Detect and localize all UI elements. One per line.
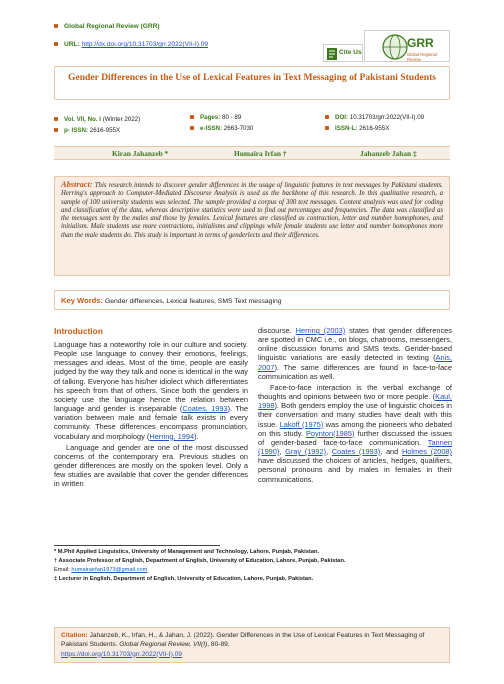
right-column [258,326,452,484]
right-p2-text-d: further discussed the issues of gender-based face-to-face communication. [258,428,452,447]
right-p2-text-h: have discussed the choices of articles, hedges, qualifiers, personal pronouns and by males in females in their communications. [258,456,452,484]
keywords-label: Key Words: [61,296,104,305]
citation-link-herring-1994[interactable]: Herring, 1994 [149,431,195,441]
keywords-box [54,290,450,310]
author-3: Jahanzeb Jahan ‡ [360,149,417,158]
citation-link-holmes[interactable]: Holmes (2008) [401,447,452,457]
meta-pissn [54,126,120,136]
citation-box [54,627,450,663]
author-1: Kiran Jahanzeb * [112,149,169,158]
citeus-logo[interactable] [323,44,363,62]
citation-link-gray[interactable]: Gray (1992) [285,447,327,457]
footnote-email-link[interactable]: humairairfan1973@gmail.com [71,567,148,573]
meta-pages-value: 80 - 89 [222,114,242,121]
right-p2-text-b: ). Both genders employ the use of linguistic choices in their conversation and many studies have dealt with this issue. [258,401,452,429]
meta-doi [325,113,424,123]
journal-name-line [54,22,160,32]
meta-pissn-label: p- ISSN: [64,127,89,134]
right-p2-text-g: , and [380,447,402,457]
meta-vol-value: (Winter 2022) [102,116,141,123]
url-label: URL: [64,41,80,48]
meta-issnl [325,124,389,134]
left-column [54,326,248,489]
intro-p1-text-c: ). [194,431,199,441]
citation-link-lakoff[interactable]: Lakoff (1975) [279,419,324,429]
footnote-2: † Associate Professor of English, Department of English, University of Education, Lahore, Punjab, Pakistan. [54,558,346,564]
right-paragraph-2 [258,383,452,484]
footnotes [54,548,450,584]
url-line [54,40,208,50]
meta-issnl-label: ISSN-L: [335,125,358,132]
intro-heading: Introduction [54,326,103,336]
right-p2-text-c: was among the pioneers who debated on this study. [258,419,452,438]
meta-eissn [190,124,253,134]
bullet-icon [190,126,194,130]
citation-doi-link[interactable]: https://doi.org/10.31703/grr.2022(VII-I).09 [61,650,182,658]
footnote-rule [54,545,220,546]
meta-doi-label: DOI: [335,114,349,121]
right-paragraph-1 [258,326,452,381]
authors-bar [54,146,450,160]
abstract-label: Abstract: [61,180,93,189]
bullet-icon [325,126,329,130]
citation-label: Citation: [61,632,88,639]
meta-eissn-label: e-ISSN: [200,125,223,132]
footnote-1: * M.Phil Applied Linguistics, University of Management and Technology, Lahore, Punjab, Pakistan. [54,549,320,555]
bullet-icon [325,115,329,119]
meta-issnl-value: 2616-955X [359,125,390,132]
intro-p1-text-b: ). The variation between male and female talk exists in every community. These differences encompass pronunciation, vocabulary and morphology ( [54,404,249,441]
citation-text-b: , 80-89. [207,641,230,649]
citeus-label: Cite Us [339,49,362,56]
abstract-paragraph [61,181,443,240]
meta-vol-label: Vol. VII, No. I [64,116,102,123]
grr-label: GRR [407,36,434,50]
right-p1-text-a: discourse. [258,326,296,335]
citation-link-kaul[interactable]: Kaul, 1998 [258,392,452,411]
meta-pages [190,113,241,123]
meta-doi-value: 10.31703/grr.2022(VII-I).09 [349,114,425,121]
footnote-email-label: Email: [54,567,70,573]
bullet-icon [54,128,58,132]
abstract-box [54,176,450,276]
bullet-icon [54,42,58,46]
right-p2-text-e: , [279,447,286,457]
citation-link-poynton[interactable]: Poynton(1985) [305,428,355,438]
meta-vol [54,115,140,125]
citation-text-a: Jahanzeb, K., Irfan, H., & Jahan, J. (2022). Gender Differences in the Use of Lexical Features in Text Messaging of Pakistani Students. [61,632,425,649]
citation-link-herring-2003[interactable]: Herring (2003) [295,326,346,335]
meta-pages-label: Pages: [200,114,221,121]
title-box [54,66,450,100]
bullet-icon [54,24,58,28]
journal-name: Global Regional Review (GRR) [64,23,160,30]
meta-pissn-value: 2616-955X [89,127,121,134]
footnote-email-line [54,566,450,575]
citation-link-coates-1993[interactable]: Coates (1993) [331,447,381,457]
paper-title: Gender Differences in the Use of Lexical Features in Text Messaging of Pakistani Students [67,72,436,83]
author-2: Humaira Irfan † [234,149,287,158]
intro-p1-text-a: Language has a noteworthy role in our culture and society. People use language to convey their emotions, feelings, messages and ideas. Most of the time, people are easily judged by the way they talk and none is identical in the way of talking. Everyone has his/her idiolect which differentiates his speech from that of others. Since both the genders in society use the language hence the relation between language and gender is inseparable ( [54,340,248,414]
right-p2-text-f: , [326,447,332,457]
right-p1-text-c: ). The same differences are found in face-to-face communication as well. [258,362,452,381]
bullet-icon [190,115,194,119]
citation-link-coates[interactable]: Coates, 1993 [182,404,228,414]
right-p2-text-a: Face-to-face interaction is the verbal exchange of thoughts and opinions between two or more people. ( [258,382,452,402]
grr-subtitle: Global Regional Review [407,52,437,62]
keywords-text: Gender differences, Lexical features, SMS Text messaging [104,298,282,305]
citation-journal: Global Regional Review, VII(I) [119,641,208,649]
abstract-text: This research intends to discover gender differences in the usage of linguistic features in text messages by Pakistani students. Herring's approach to Computer-Mediated Discourse Analysis is used as the backbone of this research. In this qualitative research, a sample of 100 university students was selected. The sample provided a corpus of 300 text messages. Content analysis was used for coding and classification of the data, whereas descriptive statistics were used to find out percentages and frequencies. The data was classified as the messages sent by the males and those by females. Lexical features are classified as contraction, letter and number homophones, and initialism. Male students use more contractions, initialisms and clippings while female students use letter and number homophones more than the male students do. This study is important in terms of genderlects and their differences. [61,182,444,239]
citation-link-tannen[interactable]: Tannen (1990) [258,437,452,457]
meta-eissn-value: 2663-7030 [223,125,254,132]
citation-link-anis[interactable]: Anis, 2007 [258,353,452,372]
doi-url-link[interactable]: http://dx.doi.org/10.31703/grr.2022(VII-I).09 [81,41,209,48]
right-p1-text-b: states that gender differences are spotted in CMC i.e., on blogs, chatrooms, messengers, online discussion forums and SMS texts. Gender-based linguistic variations are easily detected in texting ( [258,326,452,363]
intro-paragraph-2: Language and gender are one of the most discussed concerns of the contemporary era. Previous studies on gender differences are mostly on the spoken level. Only a few studies are available that cover the gender differences in written [54,442,248,489]
footnote-3: ‡ Lecturer in English, Department of English, University of Education, Lahore, Punjab, Pakistan. [54,576,314,582]
grr-logo [364,30,450,62]
bullet-icon [54,117,58,121]
intro-paragraph-1 [54,340,248,441]
